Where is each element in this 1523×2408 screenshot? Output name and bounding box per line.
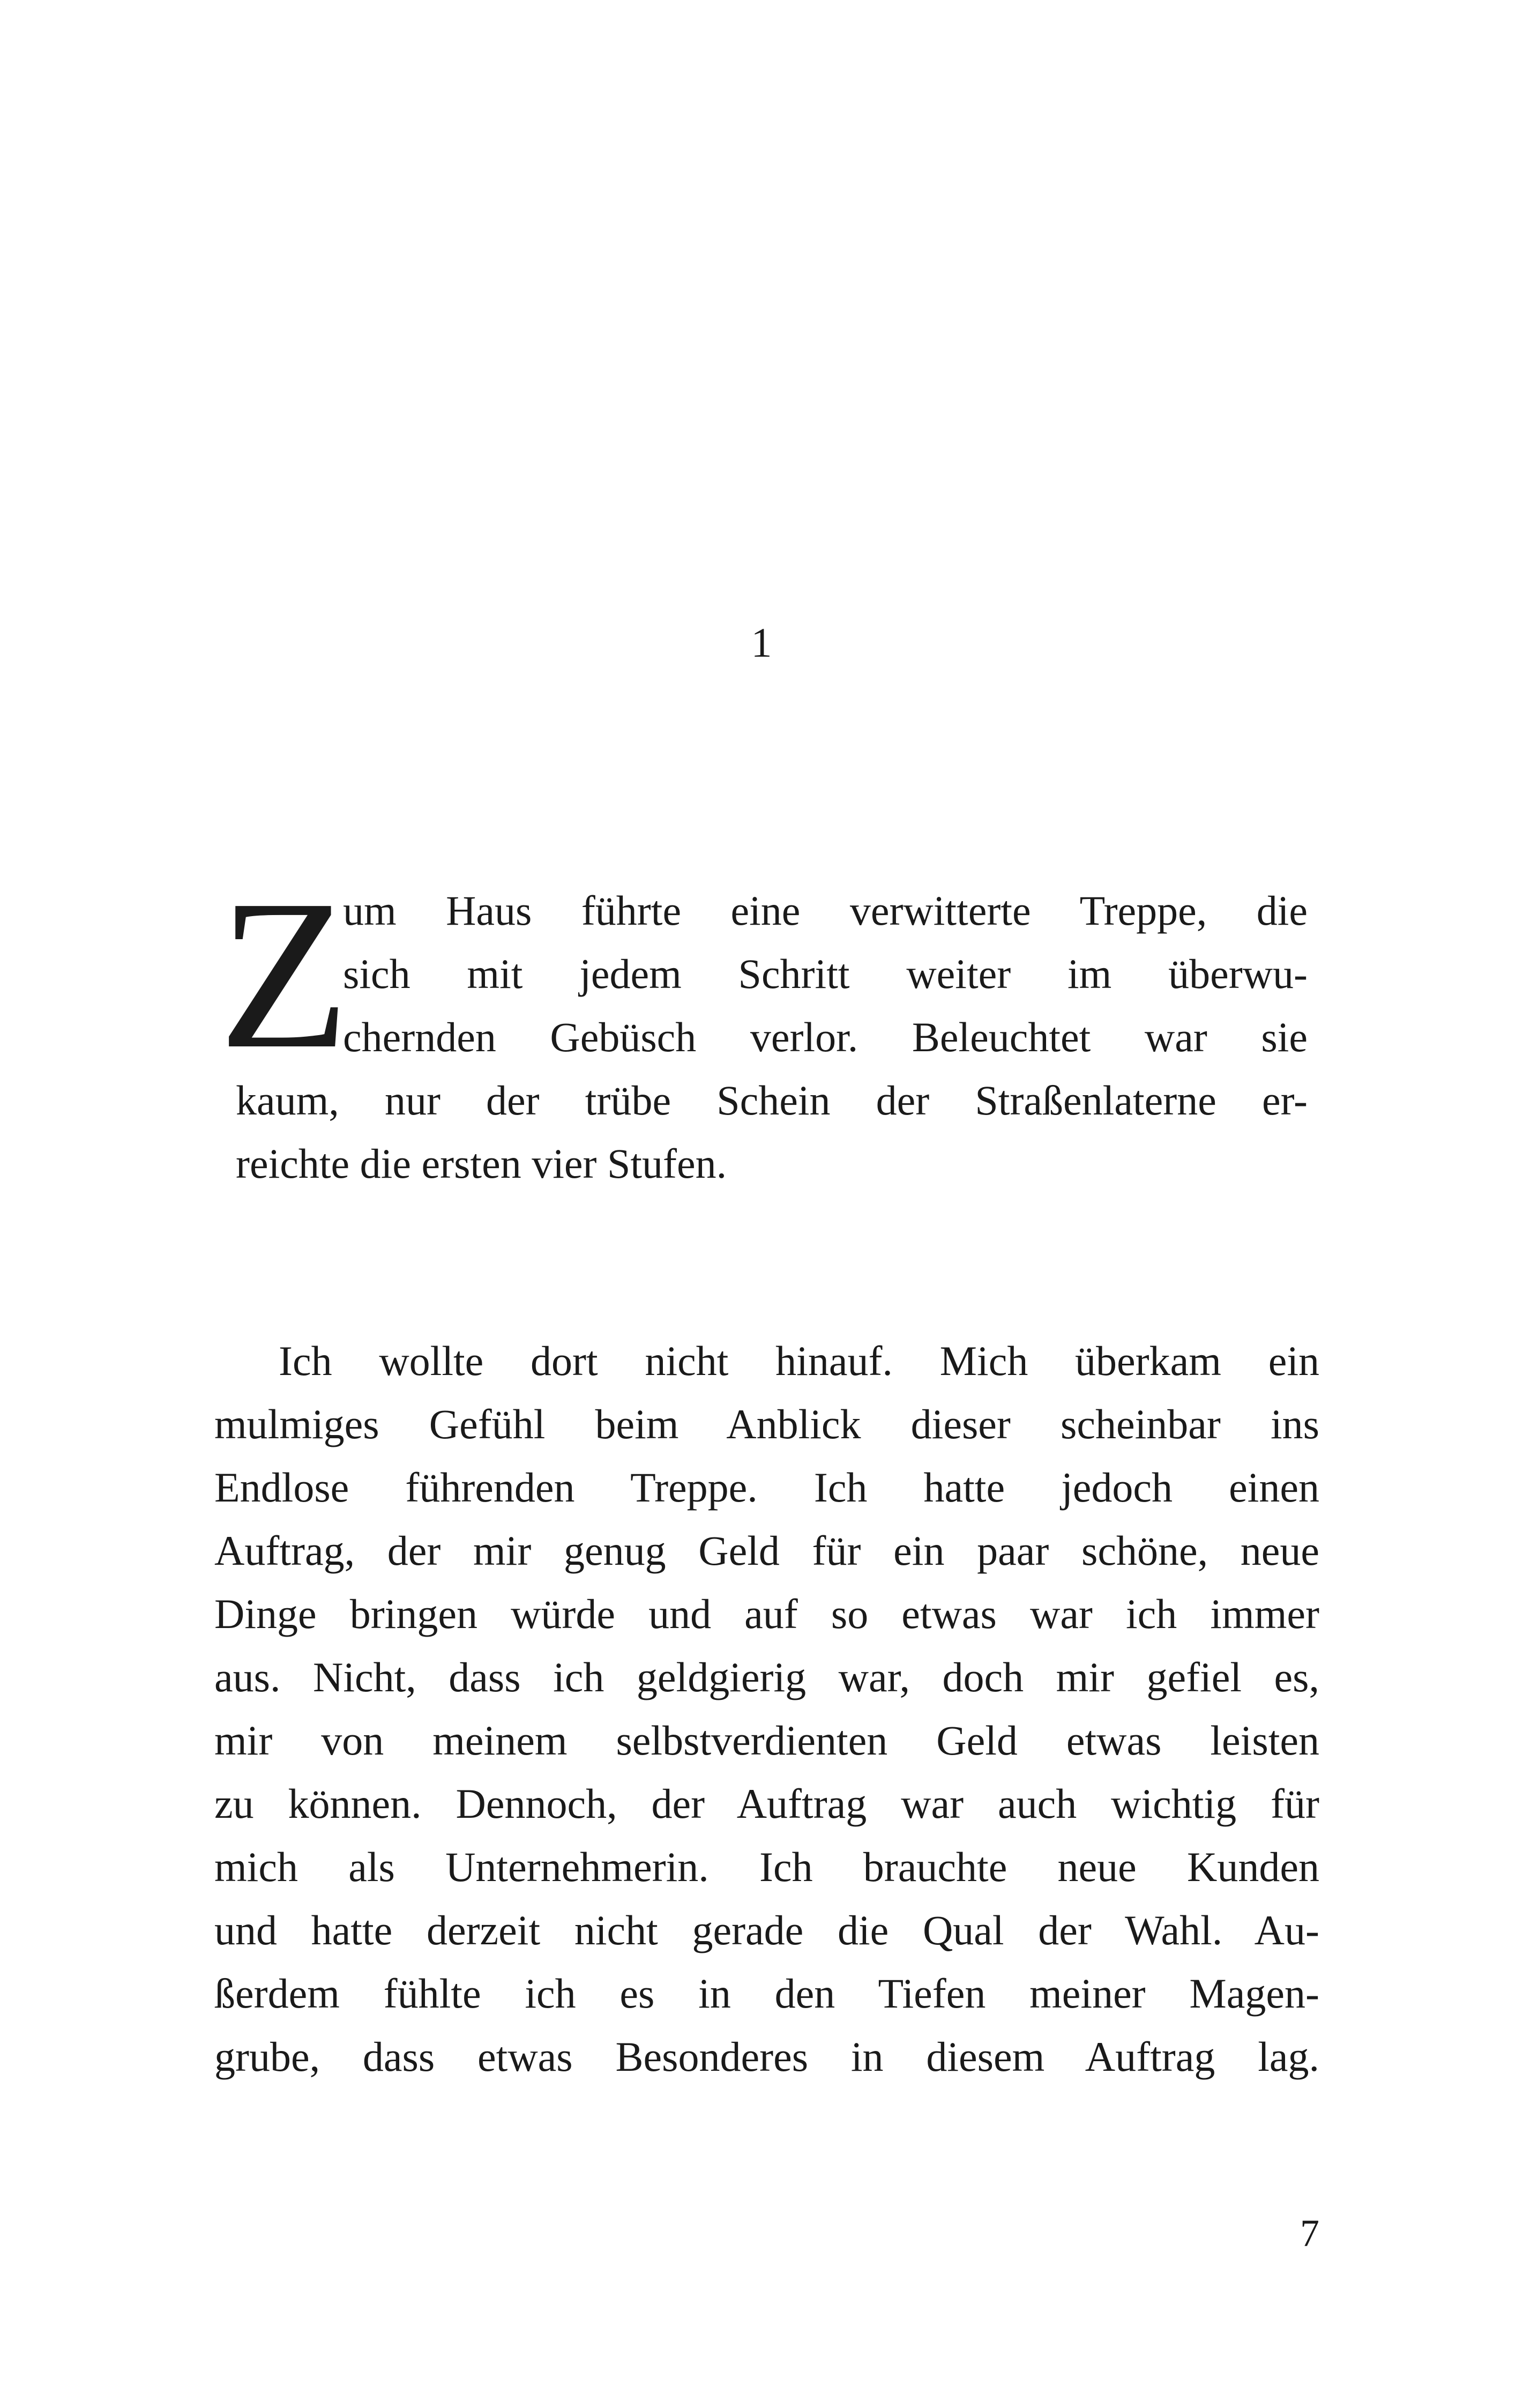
text-line: Dinge bringen würde und auf so etwas war ich immer [214,1591,1319,1637]
text-line: Ich wollte dort nicht hinauf. Mich überkam ein [279,1337,1319,1384]
text-line: sich mit jedem Schritt weiter im überwu- [343,950,1308,997]
text-line: chernden Gebüsch verlor. Beleuchtet war sie [343,1014,1308,1060]
drop-cap: Z [219,856,350,1093]
text-line: ßerdem fühlte ich es in den Tiefen meiner Magen- [214,1970,1319,2017]
opening-paragraph [219,856,1308,1195]
text-line: zu können. Dennoch, der Auftrag war auch wichtig für [214,1780,1319,1827]
text-line: grube, dass etwas Besonderes in diesem Auftrag lag. [214,2033,1319,2080]
text-line: mulmiges Gefühl beim Anblick dieser scheinbar ins [214,1401,1319,1447]
text-line: reichte die ersten vier Stufen. [236,1140,727,1187]
text-line: kaum, nur der trübe Schein der Straßenlaterne er- [236,1077,1308,1124]
text-line: und hatte derzeit nicht gerade die Qual der Wahl. Au- [214,1907,1319,1953]
body-paragraph [214,1329,1319,2089]
chapter-number: 1 [751,619,772,666]
text-line: mich als Unternehmerin. Ich brauchte neue Kunden [214,1844,1319,1890]
text-line: Endlose führenden Treppe. Ich hatte jedoch einen [214,1464,1319,1511]
text-line: um Haus führte eine verwitterte Treppe, die [343,887,1308,934]
text-line: mir von meinem selbstverdienten Geld etwas leisten [214,1717,1319,1764]
page-number: 7 [1300,2212,1319,2255]
text-line: Auftrag, der mir genug Geld für ein paar schöne, neue [214,1527,1319,1574]
text-line: aus. Nicht, dass ich geldgierig war, doch mir gefiel es, [214,1654,1319,1700]
